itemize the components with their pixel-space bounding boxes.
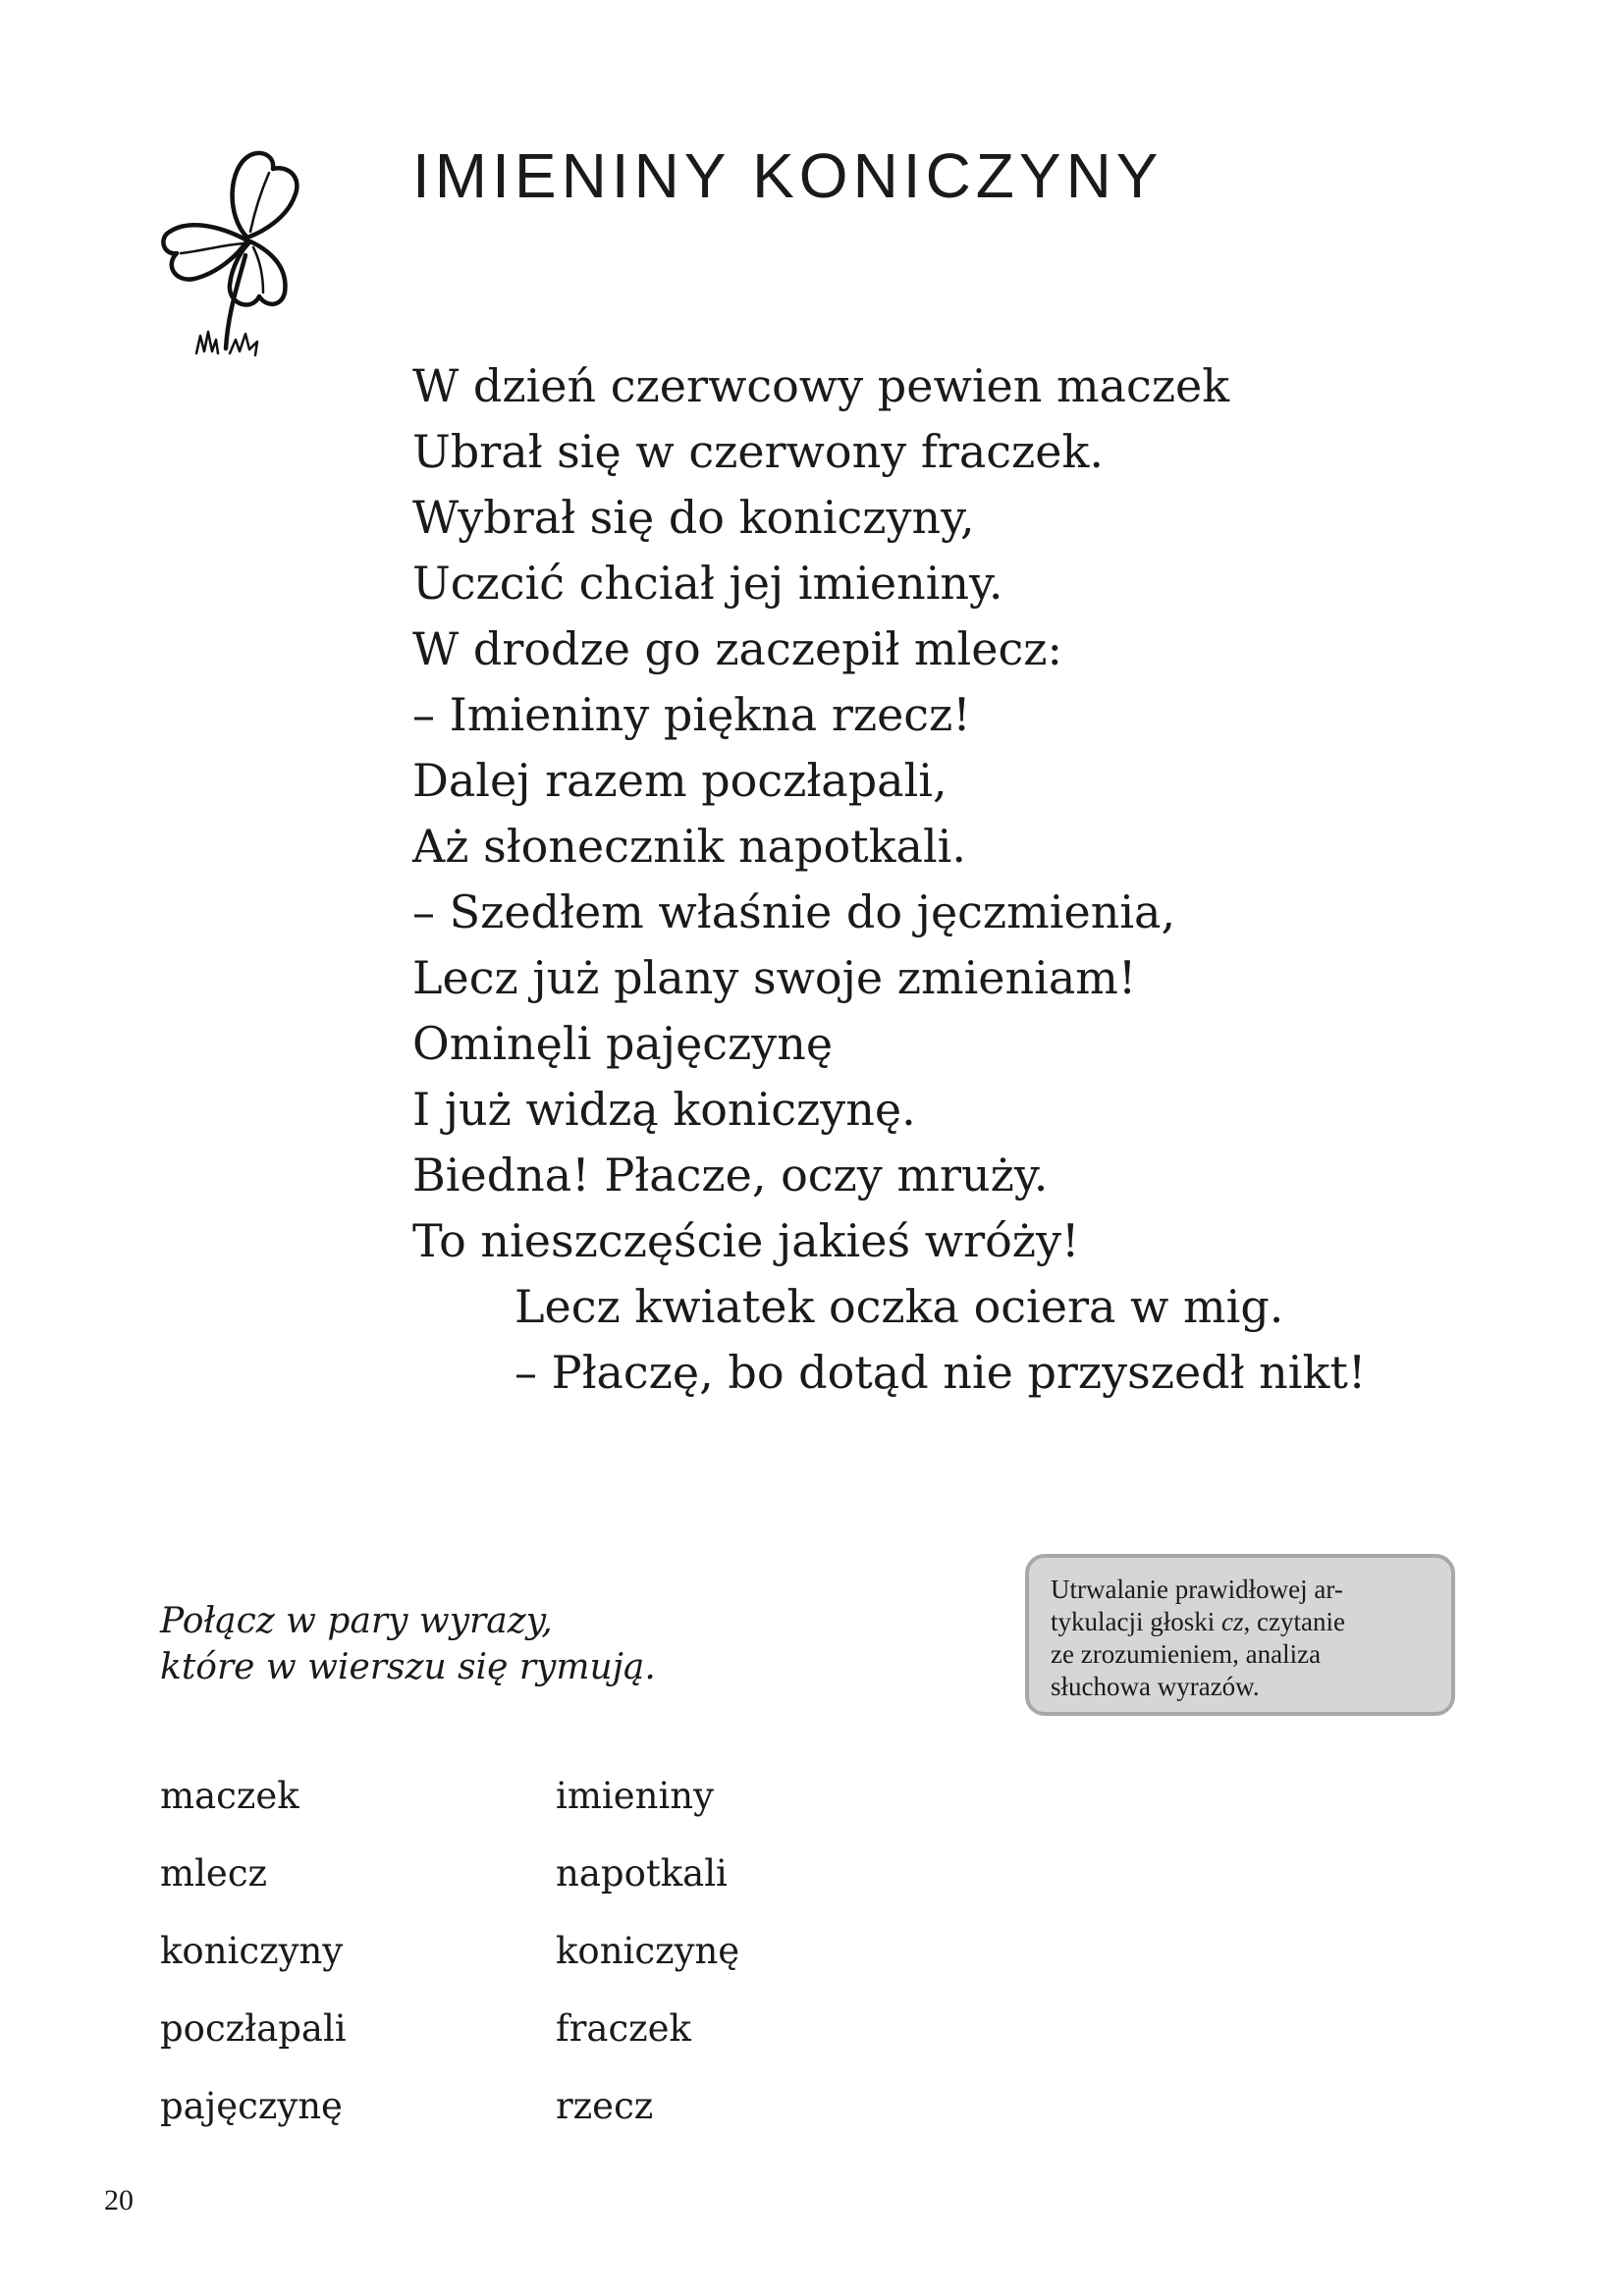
note-text: tykulacji głoski (1051, 1607, 1221, 1636)
word-left: maczek (160, 1775, 299, 1817)
note-line: ze zrozumieniem, analiza (1051, 1639, 1322, 1669)
page-title: IMIENINY KONICZYNY (412, 140, 1164, 211)
task-instruction (160, 1598, 656, 1690)
poem-line: Wybrał się do koniczyny, (412, 491, 975, 544)
word-left: poczłapali (160, 2007, 347, 2050)
poem-line: To nieszczęście jakieś wróży! (412, 1214, 1080, 1267)
teacher-note-box (1025, 1554, 1455, 1716)
poem-line: – Płaczę, bo dotąd nie przyszedł nikt! (514, 1346, 1367, 1399)
word-right: koniczynę (556, 1930, 740, 1972)
word-left: mlecz (160, 1852, 268, 1895)
poem-line: W drodze go zaczepił mlecz: (412, 622, 1062, 675)
poem-line: Ominęli pajęczynę (412, 1017, 834, 1070)
word-right: napotkali (556, 1852, 728, 1895)
word-right: rzecz (556, 2085, 654, 2127)
word-left: koniczyny (160, 1930, 344, 1972)
note-text: , czytanie (1243, 1607, 1345, 1636)
poem-line: I już widzą koniczynę. (412, 1083, 916, 1136)
poem-line: Lecz kwiatek oczka ociera w mig. (514, 1280, 1284, 1333)
note-emphasis: cz (1220, 1607, 1244, 1636)
poem-line: Aż słonecznik napotkali. (412, 820, 966, 873)
page-number: 20 (104, 2184, 134, 2216)
note-line: słuchowa wyrazów. (1051, 1672, 1260, 1701)
poem-line: – Imieniny piękna rzecz! (412, 688, 971, 741)
poem-line: Biedna! Płacze, oczy mruży. (412, 1148, 1049, 1201)
word-right: imieniny (556, 1775, 715, 1817)
clover-icon (157, 147, 304, 358)
word-left: pajęczynę (160, 2085, 343, 2127)
poem-line: Ubrał się w czerwony fraczek. (412, 425, 1104, 478)
word-right: fraczek (556, 2007, 691, 2050)
poem-line: Uczcić chciał jej imieniny. (412, 557, 1003, 610)
poem (412, 353, 1366, 1406)
task-line: Połącz w pary wyrazy, (160, 1601, 553, 1641)
note-line: Utrwalanie prawidłowej ar- (1051, 1575, 1343, 1604)
task-line: które w wierszu się rymują. (160, 1647, 656, 1687)
note-line (1051, 1606, 1434, 1638)
poem-line: Dalej razem poczłapali, (412, 754, 947, 807)
poem-line: – Szedłem właśnie do jęczmienia, (412, 885, 1176, 938)
poem-line: Lecz już plany swoje zmieniam! (412, 951, 1137, 1004)
poem-line: W dzień czerwcowy pewien maczek (412, 359, 1230, 412)
